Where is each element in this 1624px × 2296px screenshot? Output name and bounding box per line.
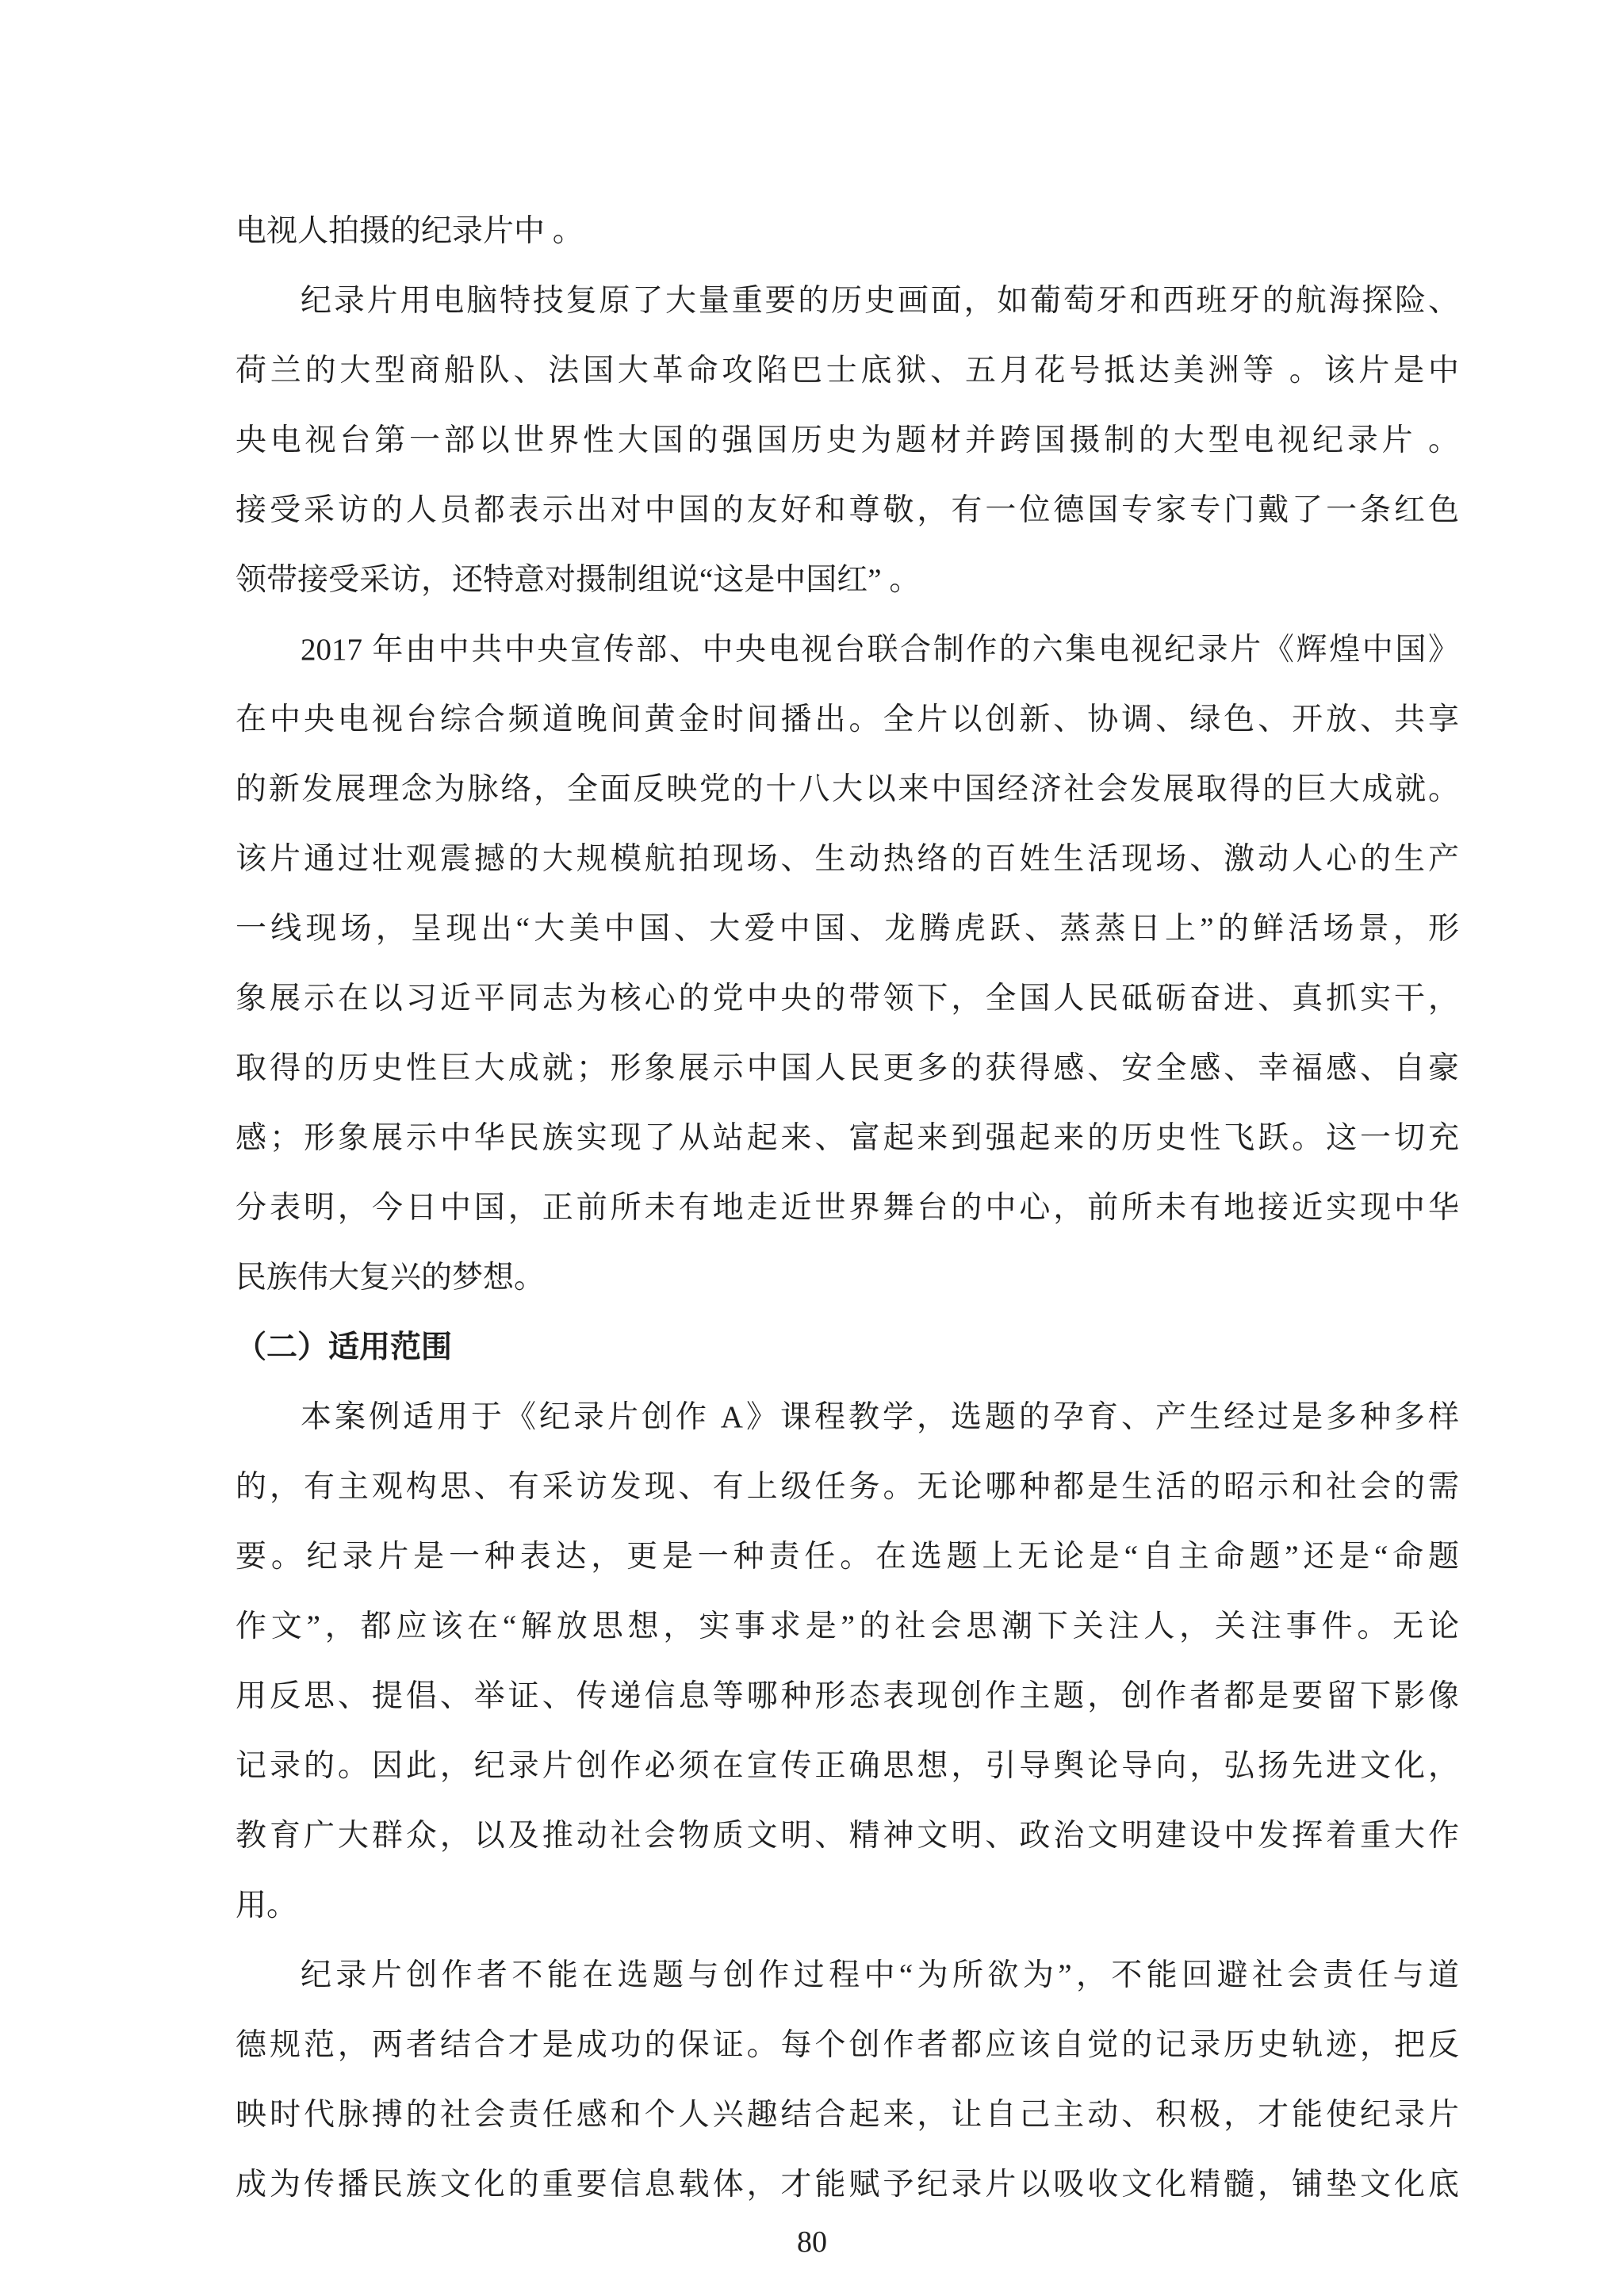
text-line: 电视人拍摄的纪录片中 。 <box>236 214 584 248</box>
text-line: 的新发展理念为脉络，全面反映党的十八大以来中国经济社会发展取得的巨大成就。 <box>236 772 1459 806</box>
text-line: 象展示在以习近平同志为核心的党中央的带领下，全国人民砥砺奋进、真抓实干， <box>236 982 1459 1016</box>
text-line: 2017 年由中共中央宣传部、中央电视台联合制作的六集电视纪录片《辉煌中国》 <box>301 633 1459 667</box>
text-line: 领带接受采访，还特意对摄制组说“这是中国红” 。 <box>236 563 921 597</box>
text-line: 在中央电视台综合频道晚间黄金时间播出。全片以创新、协调、绿色、开放、共享 <box>236 702 1459 737</box>
text-line: 取得的历史性巨大成就；形象展示中国人民更多的获得感、安全感、幸福感、自豪 <box>236 1051 1459 1085</box>
text-line: 的，有主观构思、有采访发现、有上级任务。无论哪种都是生活的昭示和社会的需 <box>236 1470 1459 1504</box>
text-line: 本案例适用于《纪录片创作 A》课程教学，选题的孕育、产生经过是多种多样 <box>301 1400 1459 1434</box>
text-line: 德规范，两者结合才是成功的保证。每个创作者都应该自觉的记录历史轨迹，把反 <box>236 2028 1459 2062</box>
text-line: 纪录片创作者不能在选题与创作过程中“为所欲为”，不能回避社会责任与道 <box>301 1958 1459 1992</box>
text-line: 教育广大群众，以及推动社会物质文明、精神文明、政治文明建设中发挥着重大作 <box>236 1819 1459 1853</box>
text-line: 记录的。因此，纪录片创作必须在宣传正确思想，引导舆论导向，弘扬先进文化， <box>236 1749 1459 1783</box>
text-line: 映时代脉搏的社会责任感和个人兴趣结合起来，让自己主动、积极，才能使纪录片 <box>236 2098 1459 2132</box>
text-line: 央电视台第一部以世界性大国的强国历史为题材并跨国摄制的大型电视纪录片 。 <box>236 423 1459 457</box>
text-line: 成为传播民族文化的重要信息载体，才能赋予纪录片以吸收文化精髓，铺垫文化底 <box>236 2168 1459 2202</box>
text-line: 一线现场，呈现出“大美中国、大爱中国、龙腾虎跃、蒸蒸日上”的鲜活场景，形 <box>236 912 1459 946</box>
text-line: 分表明，今日中国，正前所未有地走近世界舞台的中心，前所未有地接近实现中华 <box>236 1191 1459 1225</box>
text-line: 接受采访的人员都表示出对中国的友好和尊敬，有一位德国专家专门戴了一条红色 <box>236 493 1459 527</box>
page-number: 80 <box>797 2225 827 2259</box>
text-line: 该片通过壮观震撼的大规模航拍现场、生动热络的百姓生活现场、激动人心的生产 <box>236 842 1459 876</box>
text-line: 民族伟大复兴的梦想。 <box>236 1261 546 1295</box>
text-line: 纪录片用电脑特技复原了大量重要的历史画面，如葡萄牙和西班牙的航海探险、 <box>301 284 1459 318</box>
text-line: 用。 <box>236 1888 298 1923</box>
document-body <box>236 197 1459 2220</box>
text-line: 感；形象展示中华民族实现了从站起来、富起来到强起来的历史性飞跃。这一切充 <box>236 1121 1459 1155</box>
text-line: 荷兰的大型商船队、法国大革命攻陷巴士底狱、五月花号抵达美洲等 。该片是中 <box>236 354 1459 388</box>
section-heading: （二）适用范围 <box>236 1330 453 1364</box>
text-line: 要。纪录片是一种表达，更是一种责任。在选题上无论是“自主命题”还是“命题 <box>236 1540 1459 1574</box>
text-line: 作文”，都应该在“解放思想，实事求是”的社会思潮下关注人，关注事件。无论 <box>236 1609 1459 1644</box>
text-line: 用反思、提倡、举证、传递信息等哪种形态表现创作主题，创作者都是要留下影像 <box>236 1679 1459 1713</box>
